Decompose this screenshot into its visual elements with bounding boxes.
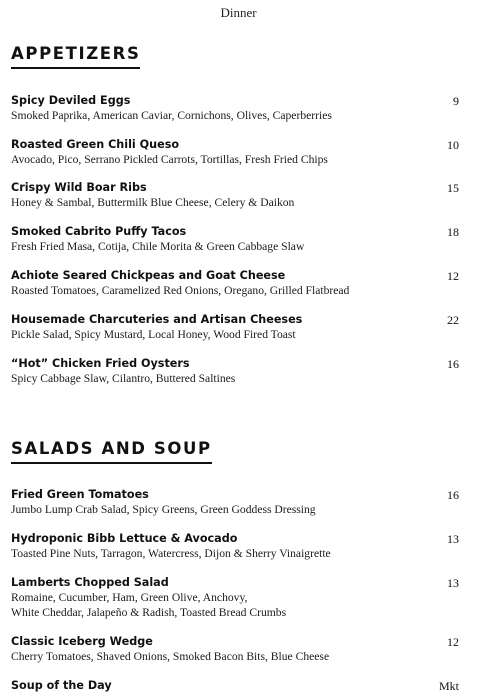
menu-item (11, 268, 466, 298)
item-name: Roasted Green Chili Queso (11, 138, 180, 151)
item-description: Fresh Fried Masa, Cotija, Chile Morita & Green Cabbage Slaw (11, 240, 305, 253)
menu-item (11, 93, 466, 123)
item-description: Honey & Sambal, Buttermilk Blue Cheese, Celery & Daikon (11, 196, 295, 209)
item-price: 13 (447, 532, 459, 546)
item-price: 12 (447, 635, 459, 649)
item-name: Housemade Charcuteries and Artisan Cheeses (11, 313, 303, 326)
item-price: 18 (447, 225, 459, 239)
menu-item (11, 180, 466, 210)
item-name: Soup of the Day (11, 679, 112, 692)
menu-item (11, 531, 466, 561)
item-name: Spicy Deviled Eggs (11, 94, 131, 107)
menu-item (11, 224, 466, 254)
item-description: Romaine, Cucumber, Ham, Green Olive, Anchovy, (11, 591, 248, 604)
page-title: Dinner (220, 5, 257, 20)
item-description: Toasted Pine Nuts, Tarragon, Watercress, Dijon & Sherry Vinaigrette (11, 547, 331, 560)
item-price: 16 (447, 357, 459, 371)
item-name: “Hot” Chicken Fried Oysters (11, 357, 190, 370)
item-name: Lamberts Chopped Salad (11, 576, 169, 589)
item-name: Hydroponic Bibb Lettuce & Avocado (11, 532, 238, 545)
item-description: Roasted Tomatoes, Caramelized Red Onions, Oregano, Grilled Flatbread (11, 284, 350, 297)
section-title-appetizers: APPETIZERS (11, 44, 140, 69)
item-price: 13 (447, 576, 459, 590)
item-price: 9 (453, 94, 459, 108)
menu-item (11, 634, 466, 664)
item-name: Achiote Seared Chickpeas and Goat Cheese (11, 269, 286, 282)
item-name: Fried Green Tomatoes (11, 488, 149, 501)
menu-item (11, 575, 466, 620)
item-name: Crispy Wild Boar Ribs (11, 181, 147, 194)
menu-item (11, 312, 466, 342)
menu-item (11, 137, 466, 167)
item-description: Spicy Cabbage Slaw, Cilantro, Buttered Saltines (11, 372, 236, 385)
item-name: Classic Iceberg Wedge (11, 635, 153, 648)
item-price: 16 (447, 488, 459, 502)
item-price: 10 (447, 138, 459, 152)
item-description: White Cheddar, Jalapeño & Radish, Toasted Bread Crumbs (11, 606, 287, 619)
item-description: Avocado, Pico, Serrano Pickled Carrots, Tortillas, Fresh Fried Chips (11, 153, 328, 166)
item-description: Jumbo Lump Crab Salad, Spicy Greens, Green Goddess Dressing (11, 503, 316, 516)
item-price: Mkt (438, 679, 459, 693)
item-name: Smoked Cabrito Puffy Tacos (11, 225, 187, 238)
item-description: Cherry Tomatoes, Shaved Onions, Smoked Bacon Bits, Blue Cheese (11, 650, 330, 663)
item-description: Smoked Paprika, American Caviar, Cornichons, Olives, Caperberries (11, 109, 332, 122)
menu-item (11, 356, 466, 386)
menu-item (11, 678, 466, 693)
item-price: 15 (447, 181, 459, 195)
item-description: Pickle Salad, Spicy Mustard, Local Honey, Wood Fired Toast (11, 328, 296, 341)
menu-item (11, 487, 466, 517)
section-title-salads-and-soup: SALADS AND SOUP (11, 439, 212, 464)
item-price: 12 (447, 269, 459, 283)
item-price: 22 (447, 313, 459, 327)
